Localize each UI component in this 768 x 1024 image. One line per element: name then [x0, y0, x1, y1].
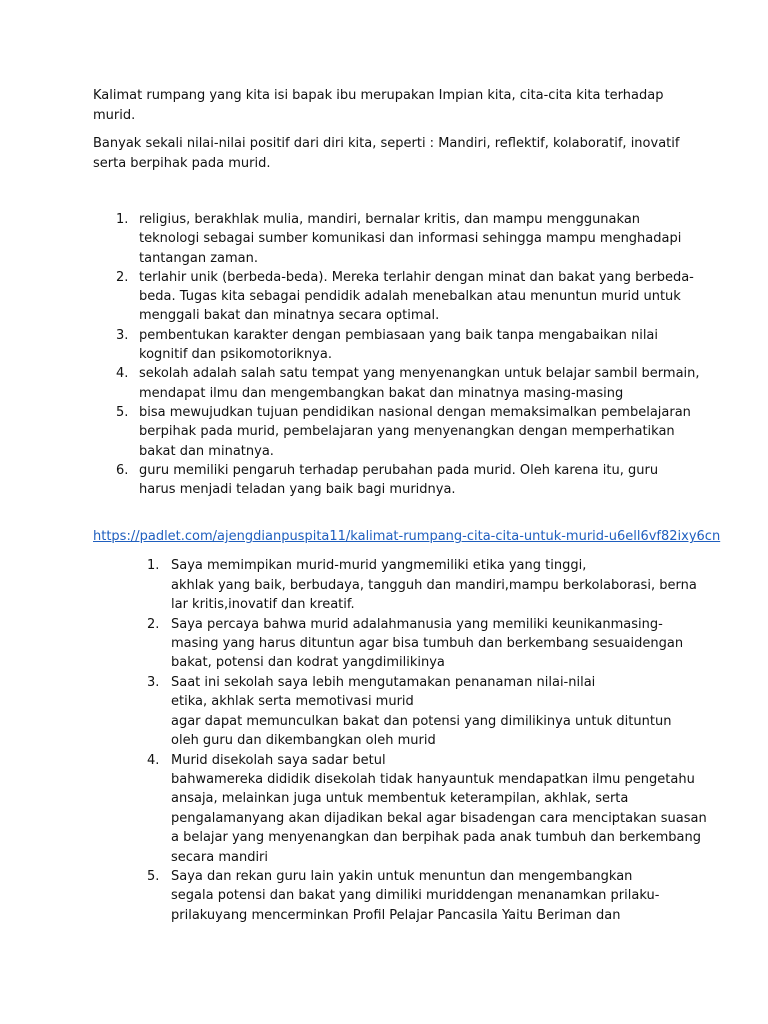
list-item-text: prilakuyang mencerminkan Profil Pelajar Pancasila Yaitu Beriman dan — [171, 907, 621, 923]
list-item — [116, 210, 682, 268]
list-item-number: 5. — [147, 868, 160, 884]
intro-paragraph: Kalimat rumpang yang kita isi bapak ibu merupakan Impian kita, cita-cita kita terhadap murid. — [93, 88, 664, 123]
list-item — [147, 751, 707, 867]
list-item-text: beda. Tugas kita sebagai pendidik adalah menebalkan atau menuntun murid untuk — [139, 289, 681, 305]
list-item-number: 6. — [116, 462, 129, 478]
list-item-text: sekolah adalah salah satu tempat yang menyenangkan untuk belajar sambil bermain, — [139, 366, 700, 382]
numbered-list-statements — [147, 556, 707, 925]
list-item-text: bisa mewujudkan tujuan pendidikan nasional dengan memaksimalkan pembelajaran — [139, 404, 691, 420]
list-item-text: segala potensi dan bakat yang dimiliki muriddengan menanamkan prilaku- — [171, 888, 660, 904]
list-item-text: mendapat ilmu dan mengembangkan bakat dan minatnya masing-masing — [139, 385, 624, 401]
list-item-text: etika, akhlak serta memotivasi murid — [171, 694, 414, 710]
padlet-link[interactable]: https://padlet.com/ajengdianpuspita11/kalimat-rumpang-cita-cita-untuk-murid-u6ell6vf82ixy6cn — [93, 529, 721, 545]
list-item — [147, 615, 684, 673]
list-item-text: berpihak pada murid, pembelajaran yang menyenangkan dengan memperhatikan — [139, 424, 675, 440]
list-item — [147, 867, 681, 925]
list-item-number: 1. — [147, 558, 160, 574]
list-item-text: bahwamereka dididik disekolah tidak hanyauntuk mendapatkan ilmu pengetahu — [171, 771, 695, 787]
list-item-text: oleh guru dan dikembangkan oleh murid — [171, 733, 436, 749]
list-item — [116, 364, 700, 403]
list-item — [116, 461, 679, 500]
list-item-text: pembentukan karakter dengan pembiasaan yang baik tanpa mengabaikan nilai — [139, 327, 659, 343]
list-item-text: Murid disekolah saya sadar betul — [171, 752, 386, 768]
list-item-text: religius, berakhlak mulia, mandiri, bernalar kritis, dan mampu menggunakan — [139, 212, 641, 227]
list-item-text: kognitif dan psikomotoriknya. — [139, 347, 332, 363]
list-item — [147, 556, 697, 614]
list-item — [116, 326, 679, 365]
list-item-number: 3. — [147, 674, 160, 690]
list-item-text: Saya percaya bahwa murid adalahmanusia yang memiliki keunikanmasing- — [171, 616, 663, 632]
list-item-number: 4. — [147, 752, 160, 768]
list-item-text: Saya memimpikan murid-murid yangmemiliki etika yang tinggi, — [171, 558, 587, 574]
list-item-number: 2. — [116, 269, 129, 285]
list-item-text: ansaja, melainkan juga untuk membentuk keterampilan, akhlak, serta — [171, 791, 629, 807]
list-item-text: terlahir unik (berbeda-beda). Mereka terlahir dengan minat dan bakat yang berbeda- — [139, 269, 694, 285]
list-item-number: 4. — [116, 366, 129, 382]
list-item — [116, 268, 694, 326]
list-item-text: bakat dan minatnya. — [139, 443, 274, 459]
list-item-text: agar dapat memunculkan bakat dan potensi yang dimilikinya untuk dituntun — [171, 713, 672, 729]
document-page — [93, 86, 721, 925]
list-item-text: a belajar yang menyenangkan dan berpihak pada anak tumbuh dan berkembang — [171, 830, 701, 846]
list-item-text: secara mandiri — [171, 849, 269, 865]
list-item-text: teknologi sebagai sumber komunikasi dan informasi sehingga mampu menghadapi — [139, 231, 682, 247]
list-item-number: 3. — [116, 327, 129, 343]
list-item — [147, 673, 681, 751]
list-item-text: tantangan zaman. — [139, 250, 258, 266]
list-item-text: lar kritis,inovatif dan kreatif. — [171, 597, 355, 613]
list-item-text: guru memiliki pengaruh terhadap perubahan pada murid. Oleh karena itu, guru — [139, 462, 659, 478]
list-item-text: masing yang harus dituntun agar bisa tumbuh dan berkembang sesuaidengan — [171, 636, 684, 652]
list-item-number: 5. — [116, 404, 129, 420]
list-item-text: harus menjadi teladan yang baik bagi muridnya. — [139, 482, 456, 498]
list-item-text: akhlak yang baik, berbudaya, tangguh dan mandiri,mampu berkolaborasi, berna — [171, 577, 697, 593]
numbered-list-aspirations — [116, 210, 700, 499]
list-item-text: pengalamanyang akan dijadikan bekal agar bisadengan cara menciptakan suasan — [171, 810, 707, 826]
list-item-text: Saat ini sekolah saya lebih mengutamakan penanaman nilai-nilai — [171, 674, 596, 690]
list-item-text: menggali bakat dan minatnya secara optimal. — [139, 308, 440, 324]
list-item-text: Saya dan rekan guru lain yakin untuk menuntun dan mengembangkan — [171, 868, 633, 884]
list-item — [116, 403, 691, 461]
values-paragraph: Banyak sekali nilai-nilai positif dari diri kita, seperti : Mandiri, reflektif, kolaboratif, inovatif serta berpihak pada murid. — [93, 136, 680, 171]
list-item-text: bakat, potensi dan kodrat yangdimilikinya — [171, 655, 445, 671]
list-item-number: 1. — [116, 212, 129, 227]
list-item-number: 2. — [147, 616, 160, 632]
